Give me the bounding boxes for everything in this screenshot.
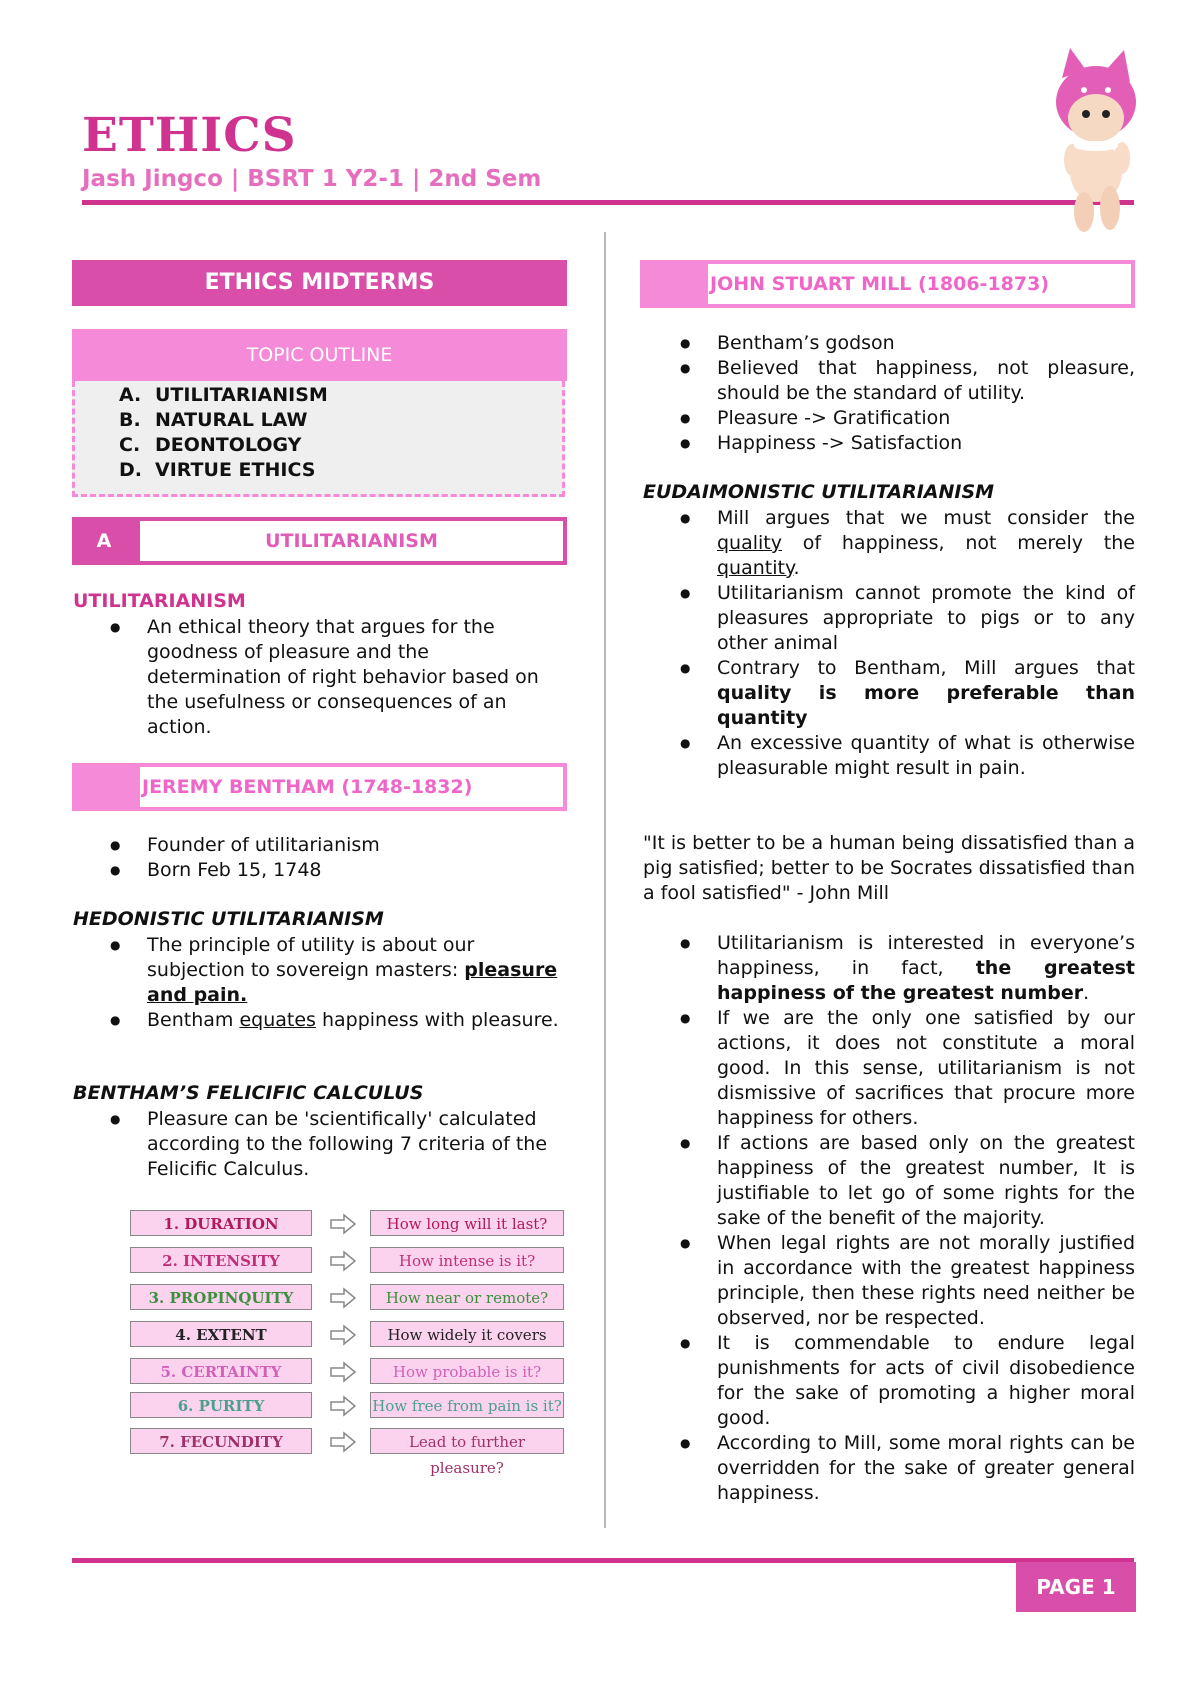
utilitarianism-definition: ● An ethical theory that argues for the goodness of pleasure and the determination of right behavior based on the usefulness or consequences of an action. <box>147 615 567 740</box>
criterion-name: 6. PURITY <box>130 1392 312 1418</box>
footer-divider <box>72 1558 1134 1563</box>
criterion-name: 7. FECUNDITY <box>130 1428 312 1454</box>
bentham-facts <box>147 833 567 883</box>
list-item: ● Contrary to Bentham, Mill argues that quality is more preferable than quantity <box>717 656 1135 731</box>
topic-outline-list <box>72 381 565 497</box>
bentham-title: JEREMY BENTHAM (1748-1832) <box>140 767 563 807</box>
list-item: ● Mill argues that we must consider the quality of happiness, not merely the quantity. <box>717 506 1135 581</box>
list-item: ● When legal rights are not morally justified in accordance with the greatest happiness principle, then these rights need neither be observed, nor be respected. <box>717 1231 1135 1331</box>
list-item: ● An excessive quantity of what is otherwise pleasurable might result in pain. <box>717 731 1135 781</box>
bentham-header <box>72 763 567 811</box>
page-number-badge: PAGE 1 <box>1016 1562 1136 1612</box>
felicific-heading: BENTHAM’S FELICIFIC CALCULUS <box>73 1082 424 1104</box>
arrow-right-icon <box>330 1361 356 1383</box>
arrow-right-icon <box>330 1213 356 1235</box>
list-item: ● Founder of utilitarianism <box>147 833 567 858</box>
topic-outline-header: TOPIC OUTLINE <box>72 329 567 381</box>
section-a-header <box>72 517 567 565</box>
list-item: ● The principle of utility is about our subjection to sovereign masters: pleasure and pain. <box>147 933 567 1008</box>
hedonistic-list <box>147 933 567 1033</box>
header-divider <box>82 200 1134 205</box>
hedonistic-heading: HEDONISTIC UTILITARIANISM <box>73 908 384 930</box>
list-item: ● If we are the only one satisfied by our actions, it does not constitute a moral good. In this sense, utilitarianism is not dismissive of sacrifices that procure more happiness for others. <box>717 1006 1135 1131</box>
list-item: ● Bentham’s godson <box>717 331 1135 356</box>
list-item: ● Utilitarianism cannot promote the kind of pleasures appropriate to pigs or to any other animal <box>717 581 1135 656</box>
arrow-right-icon <box>330 1431 356 1453</box>
outline-item: C. DEONTOLOGY <box>119 434 302 456</box>
mascot-doll-icon <box>1040 48 1150 238</box>
criterion-name: 3. PROPINQUITY <box>130 1284 312 1310</box>
greatest-happiness-list <box>717 931 1135 1506</box>
arrow-right-icon <box>330 1287 356 1309</box>
mill-header <box>640 260 1135 308</box>
section-title: UTILITARIANISM <box>140 521 563 561</box>
list-item: ● Utilitarianism is interested in everyone’s happiness, in fact, the greatest happiness of the greatest number. <box>717 931 1135 1006</box>
criterion-question: How widely it covers <box>370 1321 564 1347</box>
criterion-question: How free from pain is it? <box>370 1392 564 1418</box>
criterion-name: 5. CERTAINTY <box>130 1358 312 1384</box>
eudaimonistic-heading: EUDAIMONISTIC UTILITARIANISM <box>643 481 995 503</box>
list-item: ● If actions are based only on the greatest happiness of the greatest number, It is justifiable to let go of some rights for the sake of the benefit of the majority. <box>717 1131 1135 1231</box>
outline-item: B. NATURAL LAW <box>119 409 308 431</box>
criterion-question: How near or remote? <box>370 1284 564 1310</box>
column-divider <box>604 232 606 1528</box>
list-item: ● According to Mill, some moral rights can be overridden for the sake of greater general happiness. <box>717 1431 1135 1506</box>
mill-quote: "It is better to be a human being dissatisfied than a pig satisfied; better to be Socrates dissatisfied than a fool satisfied" - John Mill <box>643 832 1135 904</box>
utilitarianism-heading: UTILITARIANISM <box>73 590 246 612</box>
document-title: ETHICS <box>82 108 297 163</box>
list-item: ● Believed that happiness, not pleasure, should be the standard of utility. <box>717 356 1135 406</box>
eudaimonistic-list <box>717 506 1135 781</box>
outline-item: D. VIRTUE ETHICS <box>119 459 316 481</box>
criterion-question: How intense is it? <box>370 1247 564 1273</box>
criterion-question: How probable is it? <box>370 1358 564 1384</box>
mill-title: JOHN STUART MILL (1806-1873) <box>708 264 1131 304</box>
list-item: ● Bentham equates happiness with pleasure. <box>147 1008 567 1033</box>
list-item: ● Born Feb 15, 1748 <box>147 858 567 883</box>
criterion-name: 4. EXTENT <box>130 1321 312 1347</box>
midterms-banner: ETHICS MIDTERMS <box>72 260 567 306</box>
criterion-name: 2. INTENSITY <box>130 1247 312 1273</box>
document-subtitle: Jash Jingco | BSRT 1 Y2-1 | 2nd Sem <box>82 166 542 192</box>
criterion-question: Lead to further pleasure? <box>370 1428 564 1454</box>
section-letter: A <box>96 530 112 552</box>
outline-item: A. UTILITARIANISM <box>119 384 328 406</box>
mill-facts <box>717 331 1135 456</box>
list-item: ● Happiness -> Satisfaction <box>717 431 1135 456</box>
arrow-right-icon <box>330 1250 356 1272</box>
criterion-name: 1. DURATION <box>130 1210 312 1236</box>
felicific-description: ● Pleasure can be 'scientifically' calculated according to the following 7 criteria of the Felicific Calculus. <box>147 1107 567 1182</box>
list-item: ● It is commendable to endure legal punishments for acts of civil disobedience for the sake of promoting a higher moral good. <box>717 1331 1135 1431</box>
list-item: ● Pleasure -> Gratification <box>717 406 1135 431</box>
arrow-right-icon <box>330 1395 356 1417</box>
criterion-question: How long will it last? <box>370 1210 564 1236</box>
arrow-right-icon <box>330 1324 356 1346</box>
